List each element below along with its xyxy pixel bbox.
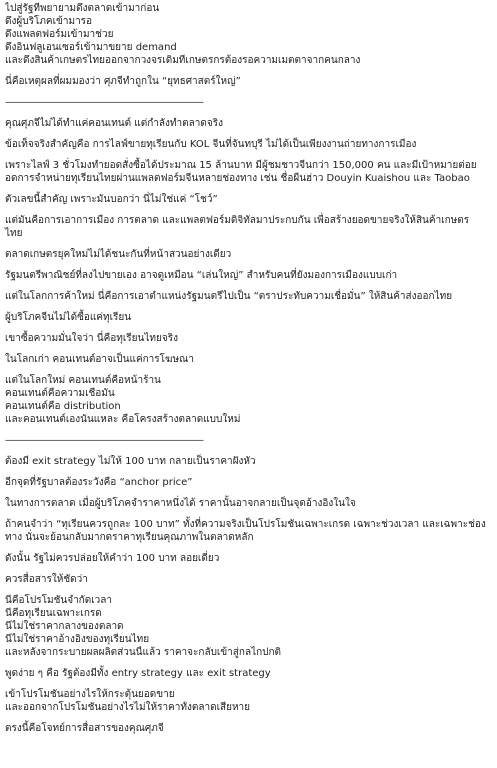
intro-line: และดึงสินค้าเกษตรไทยออกจากวงจรเดิมที่เกษตรกรต้องรอความเมตตาจากคนกลาง [5,55,361,66]
paragraph-text: ดังนั้น รัฐไม่ควรปล่อยให้คำว่า 100 บาท ลอยเดี่ยว [5,553,220,564]
clear-list-block [5,594,486,659]
entry-block [5,688,486,714]
paragraph-text: อีกจุดที่รัฐบาลต้องระวังคือ “anchor price” [5,477,193,488]
paragraph-market [5,248,486,261]
paragraph-text: ข้อเท็จจริงสำคัญคือ การไลฟ์ขายทุเรียนกับ KOL จีนที่จันทบุรี ไม่ได้เป็นเพียงงานถ่ายทางการเมือง [5,139,417,150]
paragraph-text: ถ้าคนจำว่า “ทุเรียนควรถูกละ 100 บาท” ทั้งที่ความจริงเป็นโปรโมชันเฉพาะเกรด เฉพาะช่วงเวลา และเฉพาะช่องทาง นั่นจะย้อนกลับมากดราคาทุเรียนคุณภาพในตลาดหลัก [5,519,486,543]
paragraph-text: นี่คือเหตุผลที่ผมมองว่า ศุภจีทำถูกใน “ยุทธศาสตร์ใหญ่” [5,76,241,87]
section-divider: —————————————————————— [5,435,203,446]
entry-line: และออกจากโปรโมชันอย่างไรไม่ให้ราคาทั้งตลาดเสียหาย [5,702,251,713]
paragraph-new-world [5,290,486,303]
paragraph-text: ตัวเลขนี้สำคัญ เพราะมันบอกว่า นี่ไม่ใช่แค่ “โชว์” [5,194,218,205]
paragraph-text: แต่ในโลกการค้าใหม่ นี่คือการเอาตำแหน่งรัฐมนตรีไปเป็น “ตราประทับความเชื่อมั่น” ให้สินค้าส่งออกไทย [5,291,453,302]
content-line: คอนเทนต์คือ distribution [5,401,121,412]
paragraph-text: เขาซื้อความมั่นใจว่า นี่คือทุเรียนไทยจริง [5,333,178,344]
paragraph-trust [5,332,486,345]
paragraph-remember [5,518,486,544]
clear-line: นี่คือโปรโมชันจำกัดเวลา [5,595,113,606]
paragraph-marketing [5,497,486,510]
section-divider: —————————————————————— [5,97,203,108]
intro-line: ไปสู่รัฐที่พยายามดึงตลาดเข้ามาก่อน [5,3,160,14]
paragraph-live-sales [5,159,486,185]
intro-line: ดึงผู้บริโภคเข้ามารอ [5,16,93,27]
paragraph-reason [5,75,486,88]
paragraph-numbers [5,193,486,206]
clear-line: และหลังจากระบายผลผลิตส่วนนี้แล้ว ราคาจะกลับเข้าสู่กลไกปกติ [5,647,282,658]
clear-line: นี่คือทุเรียนเฉพาะเกรด [5,608,102,619]
paragraph-event [5,117,486,130]
clear-line: นี่ไม่ใช่ราคาอ้างอิงของทุเรียนไทย [5,634,150,645]
paragraph-should [5,573,486,586]
paragraph-text: ตลาดเกษตรยุคใหม่ไม่ได้ชนะกันที่หน้าสวนอย่างเดียว [5,249,232,260]
paragraph-text: ในโลกเก่า คอนเทนต์อาจเป็นแค่การโฆษณา [5,354,194,365]
paragraph-text: ต้องมี exit strategy ไม่ให้ 100 บาท กลายเป็นราคาฝังหัว [5,456,256,467]
paragraph-text: เพราะไลฟ์ 3 ชั่วโมงทำยอดสั่งซื้อได้ประมาณ 15 ล้านบาท มีผู้ชมชาวจีนกว่า 150,000 คน และมีเป้าหมายต่อยอดการจำหน่ายทุเรียนไทยผ่านแพลตฟอร์มจีนหลายช่องทาง เช่น ชื่อผืนฮ่าว Douyin Kuaishou และ Taobao [5,160,477,184]
paragraph-combo [5,214,486,240]
paragraph-text: พูดง่าย ๆ คือ รัฐต้องมีทั้ง entry strategy และ exit strategy [5,668,271,679]
content-line: คอนเทนต์คือความเชื่อมั่น [5,388,115,399]
intro-line: ดึงแพลตฟอร์มเข้ามาช่วย [5,29,114,40]
paragraph-text: แต่มันคือการเอาการเมือง การตลาด และแพลตฟอร์มดิจิทัลมาประกบกัน เพื่อสร้างยอดขายจริงให้สินค้าเกษตรไทย [5,215,470,239]
paragraph-challenge [5,722,486,735]
clear-line: นี่ไม่ใช่ราคากลางของตลาด [5,621,124,632]
paragraph-text: ผู้บริโภคจีนไม่ได้ซื้อแค่ทุเรียน [5,312,132,323]
paragraph-fact [5,138,486,151]
paragraph-minister [5,269,486,282]
intro-line: ดึงอินฟลูเอนเซอร์เข้ามาขยาย demand [5,42,177,53]
paragraph-text: คุณศุภจีไม่ได้ทำแค่คอนเทนต์ แต่กำลังทำตลาดจริง [5,118,223,129]
paragraph-exit [5,455,486,468]
paragraph-text: รัฐมนตรีพาณิชย์ที่ลงไปขายเอง อาจดูเหมือน “เล่นใหญ่” สำหรับคนที่ยังมองการเมืองแบบเก่า [5,270,398,281]
paragraph-text: ในทางการตลาด เมื่อผู้บริโภคจำราคาหนึ่งได้ ราคานั้นอาจกลายเป็นจุดอ้างอิงในใจ [5,498,356,509]
paragraph-text: ตรงนี้คือโจทย์การสื่อสารของคุณศุภจี [5,723,164,734]
entry-line: เข้าโปรโมชันอย่างไรให้กระตุ้นยอดขาย [5,689,175,700]
content-line: แต่ในโลกใหม่ คอนเทนต์คือหน้าร้าน [5,375,161,386]
paragraph-simply [5,667,486,680]
paragraph-anchor [5,476,486,489]
paragraph-consumer [5,311,486,324]
paragraph-therefore [5,552,486,565]
paragraph-old-world [5,353,486,366]
intro-block [5,2,486,67]
content-block [5,374,486,426]
content-line: และคอนเทนต์เองนั่นแหละ คือโครงสร้างตลาดแบบใหม่ [5,414,241,425]
paragraph-text: ควรสื่อสารให้ชัดว่า [5,574,88,585]
